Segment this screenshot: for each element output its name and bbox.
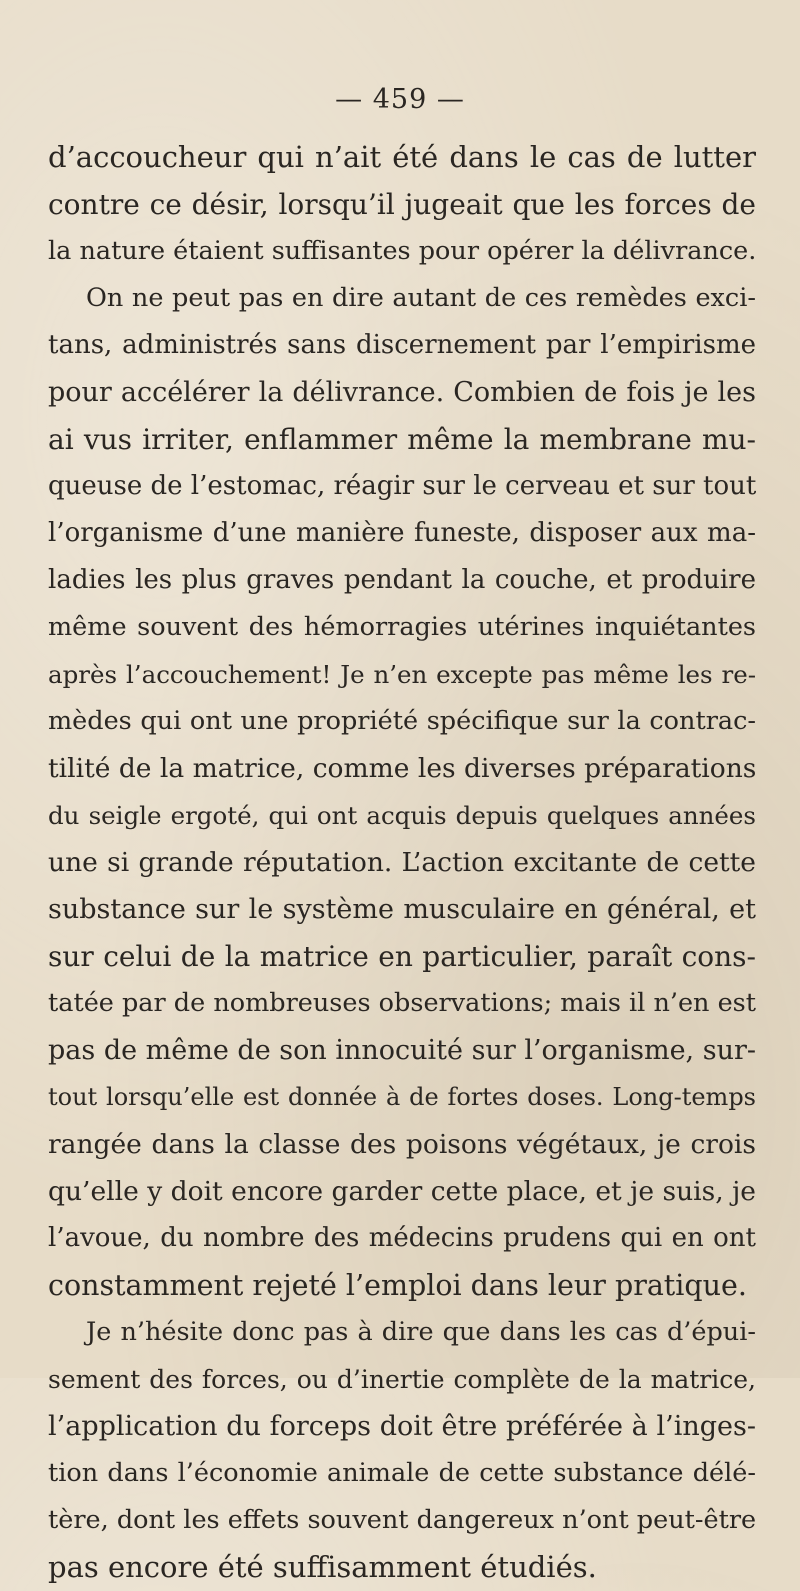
text-line: tans, administrés sans discernement par l’empirisme xyxy=(48,330,756,360)
text-line: Je n’hésite donc pas à dire que dans les cas d’épui- xyxy=(86,1317,756,1347)
text-line: tilité de la matrice, comme les diverses préparations xyxy=(48,753,756,784)
text-line: après l’accouchement! Je n’en excepte pas même les re- xyxy=(48,660,756,689)
text-line: mèdes qui ont une propriété spécifique sur la contrac- xyxy=(48,706,756,736)
text-line: substance sur le système musculaire en général, et xyxy=(48,894,756,925)
text-line: même souvent des hémorragies utérines inquiétantes xyxy=(48,612,756,642)
text-line: pas de même de son innocuité sur l’organisme, sur- xyxy=(48,1035,756,1066)
text-line: l’organisme d’une manière funeste, disposer aux ma- xyxy=(48,518,756,548)
body-text xyxy=(48,134,756,1591)
text-line: qu’elle y doit encore garder cette place, et je suis, je xyxy=(48,1176,756,1207)
page-number: — 459 — xyxy=(335,84,465,115)
text-line: contre ce désir, lorsqu’il jugeait que les forces de xyxy=(48,188,756,221)
text-line: tatée par de nombreuses observations; mais il n’en est xyxy=(48,988,756,1018)
text-line: l’avoue, du nombre des médecins prudens qui en ont xyxy=(48,1223,756,1253)
text-line: pour accélérer la délivrance. Combien de fois je les xyxy=(48,377,756,408)
text-line: On ne peut pas en dire autant de ces remèdes exci- xyxy=(86,283,756,313)
text-line: une si grande réputation. L’action excitante de cette xyxy=(48,847,756,878)
text-line: tout lorsqu’elle est donnée à de fortes doses. Long-temps xyxy=(48,1083,756,1111)
text-line: ladies les plus graves pendant la couche, et produire xyxy=(48,565,756,595)
text-line: pas encore été suffisamment étudiés. xyxy=(48,1550,597,1584)
text-line: tère, dont les effets souvent dangereux n’ont peut-être xyxy=(48,1505,756,1535)
text-line: tion dans l’économie animale de cette substance délé- xyxy=(48,1458,756,1488)
text-line: queuse de l’estomac, réagir sur le cerveau et sur tout xyxy=(48,471,756,501)
text-line: sur celui de la matrice en particulier, paraît cons- xyxy=(48,940,756,973)
text-line: d’accoucheur qui n’ait été dans le cas de lutter xyxy=(48,140,756,174)
text-line: sement des forces, ou d’inertie complète de la matrice, xyxy=(48,1365,756,1394)
text-line: la nature étaient suffisantes pour opérer la délivrance. xyxy=(48,236,756,266)
text-line: du seigle ergoté, qui ont acquis depuis quelques années xyxy=(48,801,756,830)
text-line: ai vus irriter, enflammer même la membrane mu- xyxy=(48,423,756,456)
text-line: l’application du forceps doit être préférée à l’inges- xyxy=(48,1411,756,1442)
text-line: constamment rejeté l’emploi dans leur pratique. xyxy=(48,1269,747,1302)
text-line: rangée dans la classe des poisons végétaux, je crois xyxy=(48,1129,756,1160)
